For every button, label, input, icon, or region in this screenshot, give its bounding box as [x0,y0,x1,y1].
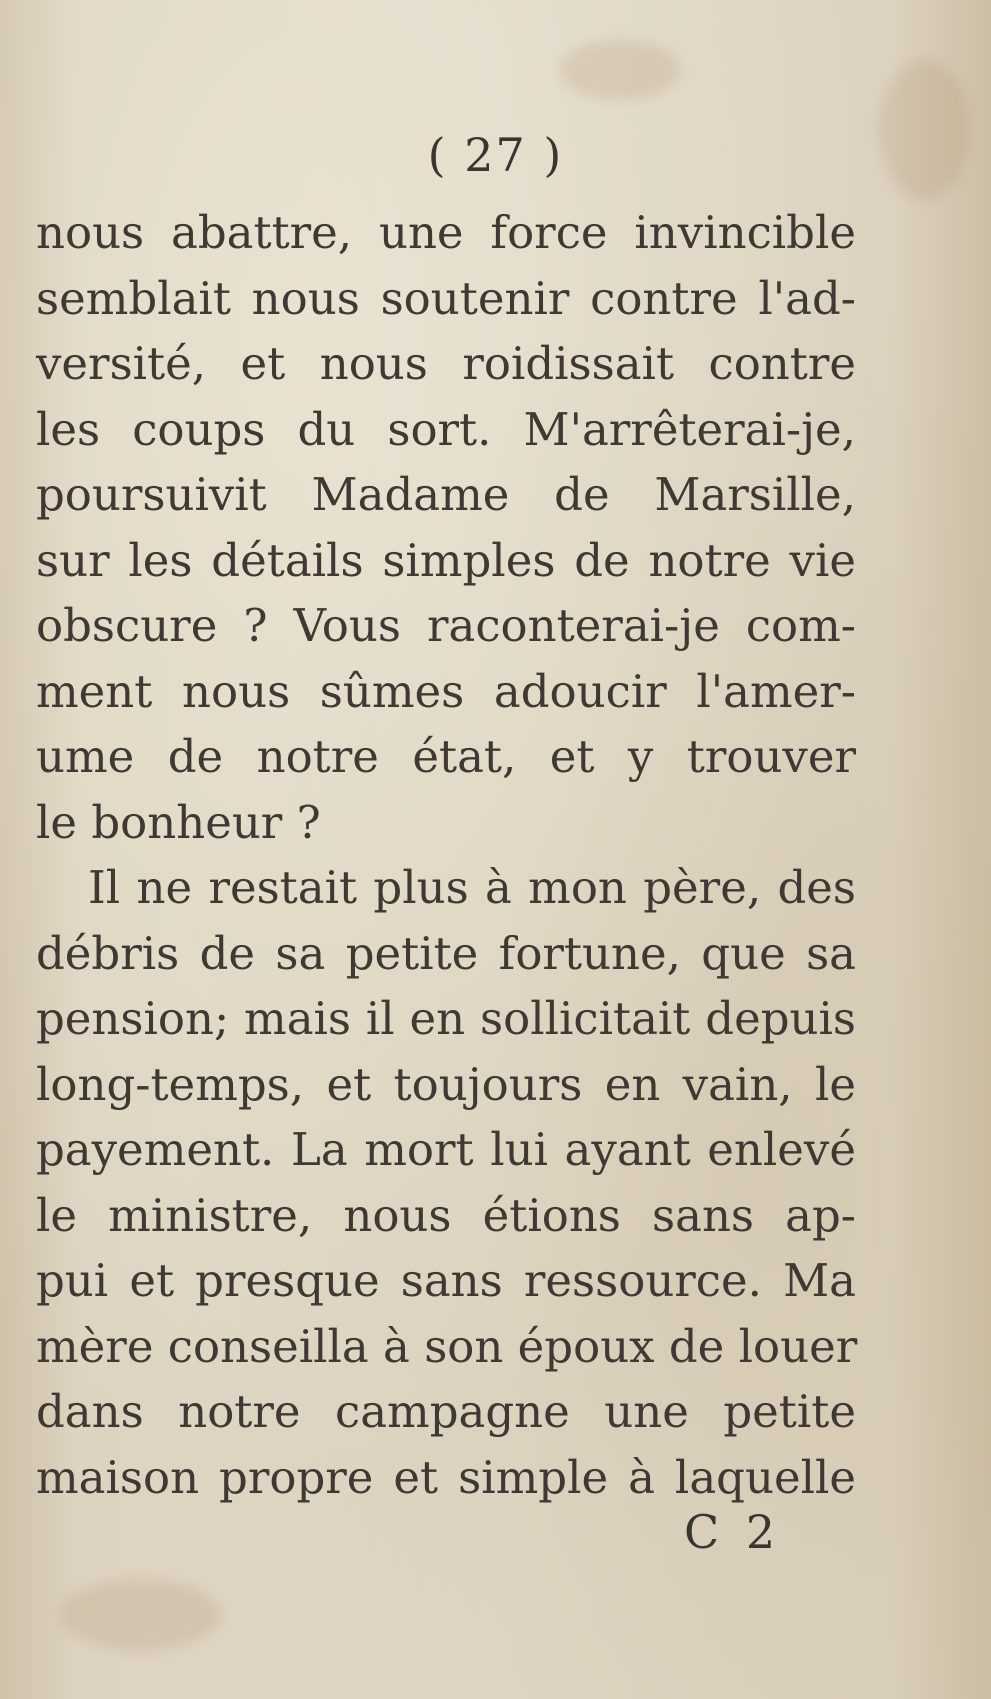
text-line: payement. La mort lui ayant enlevé [36,1123,856,1176]
signature-mark: C 2 [684,1505,782,1559]
text-line: Il ne restait plus à mon père, des [88,861,856,914]
text-line: pui et presque sans ressource. Ma [36,1254,856,1307]
paper-stain [60,1580,220,1650]
text-line: semblait nous soutenir contre l'ad- [36,271,856,325]
text-line: débris de sa petite fortune, que sa [36,926,856,980]
text-line: le bonheur ? [36,795,321,849]
text-line: poursuivit Madame de Marsille, [36,468,856,521]
paragraph-2 [36,855,856,1510]
text-line: obscure ? Vous raconterai-je com- [36,599,856,652]
paragraph-1 [36,200,856,855]
body-text [36,200,856,1510]
text-line: pension; mais il en sollicitait depuis [36,992,856,1045]
text-line: le ministre, nous étions sans ap- [36,1188,856,1242]
text-line: dans notre campagne une petite [36,1385,856,1438]
text-line: nous abattre, une force invincible [36,206,856,259]
text-line: ment nous sûmes adoucir l'amer- [36,664,856,718]
page-number-header: ( 27 ) [427,128,564,182]
paper-stain [560,40,680,100]
text-line: maison propre et simple à laquelle [36,1450,856,1504]
text-line: ume de notre état, et y trouver [36,730,856,783]
text-line: versité, et nous roidissait contre [36,337,856,390]
text-line: mère conseilla à son époux de louer [36,1319,858,1373]
text-line: long-temps, et toujours en vain, le [36,1057,856,1111]
text-line: les coups du sort. M'arrêterai-je, [36,402,856,456]
text-line: sur les détails simples de notre vie [36,533,856,587]
